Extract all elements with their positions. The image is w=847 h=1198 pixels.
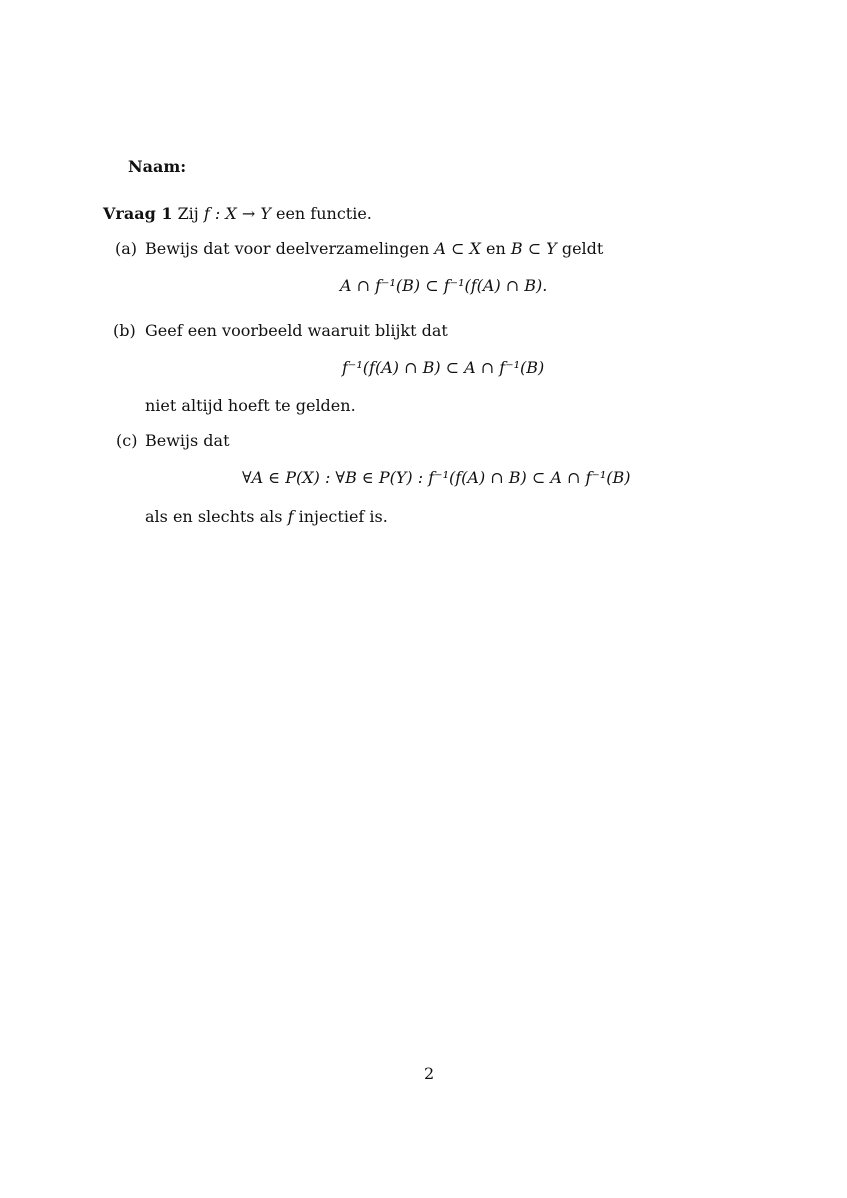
part-c-text-after-math: f [287,507,294,526]
part-a-text-before: Bewijs dat voor deelverzamelingen [145,239,430,258]
question-intro-before: Zij [177,204,199,223]
part-b-text-after: niet altijd hoeft te gelden. [145,396,356,415]
part-b-display-formula: f⁻¹(f(A) ∩ B) ⊂ A ∩ f⁻¹(B) [342,358,545,377]
part-a-math-b: B ⊂ Y [510,239,557,258]
question-intro-math: f : X → Y [203,204,271,223]
part-c-display-formula: ∀A ∈ P(X) : ∀B ∈ P(Y) : f⁻¹(f(A) ∩ B) ⊂ A ∩ f⁻¹(B) [242,468,631,487]
question-label: Vraag 1 [103,204,173,223]
part-c-text-before: Bewijs dat [145,431,230,450]
part-b-text-before: Geef een voorbeeld waaruit blijkt dat [145,321,448,340]
part-a-text [145,241,603,257]
question-heading [103,206,372,222]
question-intro-after: een functie. [275,204,372,223]
part-c-marker: (c) [116,431,138,450]
part-a-math-a: A ⊂ X [434,239,481,258]
part-c-text-after [145,509,388,525]
part-c-text-after-before: als en slechts als [145,507,283,526]
part-b-marker: (b) [113,321,136,340]
name-label: Naam: [128,157,187,176]
part-a-text-after: geldt [561,239,604,258]
part-c-text-after-after: injectief is. [298,507,388,526]
part-a-display-formula: A ∩ f⁻¹(B) ⊂ f⁻¹(f(A) ∩ B). [340,276,548,295]
part-a-marker: (a) [115,239,138,258]
part-a-text-mid: en [485,239,506,258]
page-number: 2 [424,1064,435,1083]
